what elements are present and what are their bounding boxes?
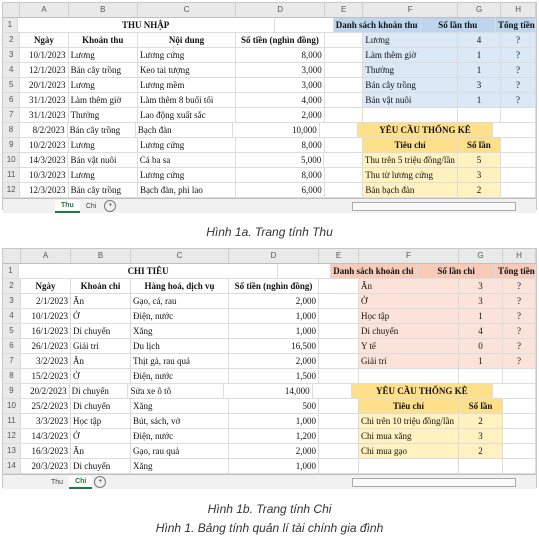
category-cell[interactable]: Ăn [71,354,131,368]
category-cell[interactable]: Học tập [71,414,131,428]
sheet-row [3,264,536,279]
summary-label[interactable]: Y tế [359,339,459,353]
category-cell[interactable]: Di chuyển [71,459,131,473]
column-heading[interactable]: Nội dung [138,33,236,47]
category-cell[interactable]: Giải trí [71,339,131,353]
sheet-row [3,18,536,33]
summary-heading[interactable]: Số lần thu [421,18,496,32]
description-cell[interactable]: Bút, sách, vở [131,414,229,428]
description-cell[interactable]: Điện, nước [131,429,229,443]
empty-cell[interactable] [503,399,536,413]
date-cell[interactable]: 8/2/2023 [20,123,68,137]
sheet-row [3,414,536,429]
requirements-title[interactable]: YÊU CẦU THỐNG KÊ [358,123,493,137]
description-cell[interactable]: Cá ba sa [138,153,236,167]
summary-label[interactable]: Di chuyển [359,324,459,338]
summary-heading[interactable]: Số lần chi [417,264,496,278]
summary-count[interactable]: 0 [459,339,503,353]
requirement-criterion[interactable]: Chi trên 10 triệu đồng/lần [359,414,459,428]
summary-total[interactable]: ? [501,78,536,92]
summary-count[interactable]: 1 [458,63,501,77]
category-cell[interactable]: Lương [69,138,138,152]
sheet-row [3,183,536,198]
summary-total[interactable]: ? [503,294,536,308]
tab-chi[interactable]: Chi [69,476,92,489]
row-number[interactable]: 4 [3,309,21,323]
date-cell[interactable]: 12/1/2023 [20,63,68,77]
empty-cell[interactable] [503,459,536,473]
empty-cell[interactable] [501,108,536,122]
col-header-a[interactable]: A [20,3,68,17]
empty-cell[interactable] [319,444,359,458]
sheet-row [3,78,536,93]
row-number[interactable]: 10 [3,153,20,167]
description-cell[interactable]: Điện, nước [131,369,229,383]
description-cell[interactable]: Bạch đàn, phi lao [138,183,236,197]
sheet-row [3,324,536,339]
date-cell[interactable]: 3/3/2023 [21,414,71,428]
description-cell[interactable]: Xăng [131,459,229,473]
sheet-row [3,63,536,78]
empty-cell[interactable] [319,339,359,353]
category-cell[interactable]: Lương [69,168,138,182]
tab-thu[interactable]: Thu [51,478,64,486]
sheet-row [3,279,536,294]
amount-cell[interactable]: 1,000 [229,324,319,338]
requirement-criterion[interactable]: Thu từ lương cứng [363,168,457,182]
sheet-row [3,444,536,459]
date-cell[interactable]: 10/2/2023 [20,138,68,152]
summary-total[interactable]: ? [501,48,536,62]
summary-total[interactable]: ? [503,339,536,353]
description-cell[interactable]: Keo tai tượng [138,63,236,77]
empty-cell[interactable] [459,369,503,383]
summary-label[interactable]: Học tập [359,309,459,323]
col-header-d[interactable]: D [236,3,325,17]
date-cell[interactable]: 16/3/2023 [21,444,71,458]
column-heading[interactable]: Khoản chi [71,279,131,293]
sheet-row [3,399,536,414]
empty-cell[interactable] [503,414,536,428]
column-header-row [3,3,536,18]
row-number[interactable]: 13 [3,444,21,458]
summary-heading[interactable]: Danh sách khoản thu [334,18,421,32]
tab-thu[interactable]: Thu [55,200,80,213]
summary-heading[interactable]: Danh sách khoản chi [331,264,417,278]
empty-cell[interactable] [325,33,364,47]
col-header-e[interactable]: E [319,249,359,263]
caption-sheet-chi: Hình 1b. Trang tính Chi [207,502,332,516]
row-number[interactable]: 2 [3,279,21,293]
col-header-b[interactable]: B [69,3,138,17]
category-cell[interactable]: Ăn [71,444,131,458]
requirements-heading[interactable]: Tiêu chí [363,138,457,152]
category-cell[interactable]: Bán cây trồng [69,183,138,197]
category-cell[interactable]: Di chuyển [70,384,129,398]
category-cell[interactable]: Di chuyển [71,399,131,413]
description-cell[interactable]: Sửa xe ô tô [128,384,224,398]
empty-cell[interactable] [319,279,359,293]
row-number[interactable]: 9 [3,138,20,152]
category-cell[interactable]: Ở [71,429,131,443]
description-cell[interactable]: Làm thêm 8 buổi tối [138,93,236,107]
amount-cell[interactable]: 1,000 [229,414,319,428]
category-cell[interactable]: Bán vật nuôi [68,153,137,167]
col-header-c[interactable]: C [138,3,236,17]
summary-total[interactable]: ? [501,93,536,107]
sheet-row [3,48,536,63]
row-number[interactable]: 8 [3,123,20,137]
summary-count[interactable]: 4 [458,33,501,47]
amount-cell[interactable]: 2,000 [236,108,325,122]
summary-label[interactable]: Lương [363,33,457,47]
col-header-f[interactable]: F [359,249,459,263]
sheet-row [3,369,536,384]
empty-cell[interactable] [319,369,359,383]
col-header-a[interactable]: A [21,249,71,263]
sheet-row [3,339,536,354]
requirement-count[interactable]: 3 [458,168,501,182]
description-cell[interactable]: Lương cứng [138,138,236,152]
description-cell[interactable]: Thịt gà, rau quả [131,354,229,368]
summary-count[interactable]: 3 [458,78,501,92]
col-header-h[interactable]: H [503,249,536,263]
amount-cell[interactable]: 8,000 [236,138,325,152]
empty-cell[interactable] [275,18,334,32]
date-cell[interactable]: 3/2/2023 [21,354,71,368]
requirement-count[interactable]: 3 [459,429,503,443]
col-header-d[interactable]: D [229,249,319,263]
empty-cell[interactable] [319,459,359,473]
date-cell[interactable]: 10/1/2023 [20,48,68,62]
empty-cell[interactable] [325,168,364,182]
empty-cell[interactable] [359,459,459,473]
empty-cell[interactable] [359,369,459,383]
sheet-row [3,309,536,324]
sheet-row [3,168,536,183]
amount-cell[interactable]: 4,000 [236,93,325,107]
amount-cell[interactable]: 1,000 [229,309,319,323]
tab-chi[interactable]: Chi [85,202,97,210]
empty-cell[interactable] [278,264,331,278]
date-cell[interactable]: 26/1/2023 [21,339,71,353]
amount-cell[interactable]: 2,000 [229,354,319,368]
column-header-row [3,249,536,264]
col-header-g[interactable]: G [458,3,501,17]
column-heading[interactable]: Ngày [21,279,71,293]
category-cell[interactable]: Lương [69,48,138,62]
empty-cell[interactable] [313,384,352,398]
category-cell[interactable]: Ở [71,369,131,383]
table-title[interactable]: THU NHẬP [18,18,275,32]
amount-cell[interactable]: 2,000 [229,444,319,458]
empty-cell[interactable] [458,108,501,122]
date-cell[interactable]: 12/3/2023 [20,183,68,197]
empty-cell[interactable] [503,444,536,458]
date-cell[interactable]: 15/2/2023 [21,369,71,383]
description-cell[interactable]: Lao động xuất sắc [138,108,236,122]
sheet-row [3,429,536,444]
description-cell[interactable]: Lương cứng [138,168,236,182]
date-cell[interactable]: 31/1/2023 [20,108,68,122]
sheet-row [3,93,536,108]
empty-cell[interactable] [325,48,364,62]
col-header-e[interactable]: E [325,3,364,17]
description-cell[interactable]: Xăng [131,324,229,338]
col-header-g[interactable]: G [459,249,503,263]
sheet-chi [2,248,537,488]
col-header-b[interactable]: B [71,249,131,263]
empty-cell[interactable] [501,183,536,197]
description-cell[interactable]: Gạo, cá, rau [131,294,229,308]
date-cell[interactable]: 20/2/2023 [21,384,70,398]
amount-cell[interactable]: 14,000 [224,384,312,398]
sheet-row [3,294,536,309]
row-number[interactable]: 11 [3,414,21,428]
summary-heading[interactable]: Tổng tiền [498,266,535,276]
row-number[interactable]: 8 [3,369,21,383]
row-number[interactable]: 7 [3,108,20,122]
requirement-count[interactable]: 2 [458,183,501,197]
requirement-criterion[interactable]: Thu trên 5 triệu đồng/lần [363,153,458,167]
requirements-heading[interactable]: Số lần [459,399,503,413]
row-number[interactable]: 1 [3,264,19,278]
empty-cell[interactable] [363,108,457,122]
select-all-corner[interactable] [3,249,21,263]
empty-cell[interactable] [320,123,358,137]
amount-cell[interactable]: 10,000 [233,123,320,137]
category-cell[interactable]: Di chuyển [71,324,131,338]
date-cell[interactable]: 16/1/2023 [21,324,71,338]
description-cell[interactable]: Lương mềm [138,78,236,92]
amount-cell[interactable]: 3,000 [236,78,325,92]
column-heading[interactable]: Hàng hoá, dịch vụ [131,279,229,293]
date-cell[interactable]: 14/3/2023 [21,429,71,443]
row-number[interactable]: 4 [3,63,20,77]
date-cell[interactable]: 31/1/2023 [20,93,68,107]
requirement-criterion[interactable]: Bán bạch đàn [363,183,457,197]
summary-label[interactable]: Thưởng [363,63,457,77]
row-number[interactable]: 10 [3,399,21,413]
figure-caption: Hình 1. Bảng tính quản lí tài chính gia đình [155,521,384,535]
col-header-c[interactable]: C [131,249,229,263]
sheet-tab-bar [3,198,536,213]
description-cell[interactable]: Bạch đàn [136,123,233,137]
row-number[interactable]: 14 [3,459,21,473]
sheet-row [3,153,536,168]
summary-count[interactable]: 4 [459,324,503,338]
empty-cell[interactable] [493,123,536,137]
empty-cell[interactable] [319,294,359,308]
row-number[interactable]: 5 [3,324,21,338]
category-cell[interactable]: Ăn [71,294,131,308]
sheet-row [3,384,536,399]
description-cell[interactable]: Gạo, rau quả [131,444,229,458]
summary-label[interactable]: Ở [359,294,459,308]
summary-total[interactable]: ? [503,324,536,338]
empty-cell[interactable] [319,399,359,413]
row-number[interactable]: 12 [3,429,21,443]
empty-cell[interactable] [501,168,536,182]
amount-cell[interactable]: 8,000 [236,168,325,182]
summary-count[interactable]: 1 [459,309,503,323]
requirements-heading[interactable]: Tiêu chí [359,399,459,413]
category-cell[interactable]: Thưởng [69,108,138,122]
category-cell[interactable]: Bán cây trồng [69,63,138,77]
requirements-heading[interactable]: Số lần [458,138,501,152]
col-header-f[interactable]: F [363,3,457,17]
summary-count[interactable]: 1 [458,93,501,107]
empty-cell[interactable] [325,78,364,92]
select-all-corner[interactable] [3,3,20,17]
empty-cell[interactable] [501,138,536,152]
date-cell[interactable]: 25/2/2023 [21,399,71,413]
row-number[interactable]: 3 [3,48,20,62]
amount-cell[interactable]: 1,500 [229,369,319,383]
category-cell[interactable]: Làm thêm giờ [69,93,138,107]
row-number[interactable]: 9 [3,384,21,398]
sheet-row [3,354,536,369]
empty-cell[interactable] [319,324,359,338]
summary-heading[interactable]: Tổng tiền [498,20,535,30]
date-cell[interactable]: 20/3/2023 [21,459,71,473]
category-cell[interactable]: Bán cây trồng [68,123,136,137]
sheet-row [3,123,536,138]
requirement-count[interactable]: 2 [459,444,503,458]
add-sheet-icon[interactable]: + [94,476,106,488]
sheet-thu [2,2,537,210]
summary-count[interactable]: 3 [459,294,503,308]
row-number[interactable]: 1 [3,18,18,32]
col-header-h[interactable]: H [501,3,536,17]
summary-label[interactable]: Bán vật nuôi [363,93,457,107]
requirement-count[interactable]: 2 [459,414,503,428]
row-number[interactable]: 12 [3,183,20,197]
summary-label[interactable]: Bán cây trồng [363,78,457,92]
summary-total[interactable]: ? [503,309,536,323]
row-number[interactable]: 6 [3,93,20,107]
summary-total[interactable]: ? [503,354,536,368]
summary-count[interactable]: 3 [459,279,503,293]
requirements-title[interactable]: YÊU CẦU THỐNG KÊ [352,384,493,398]
row-number[interactable]: 3 [3,294,21,308]
description-cell[interactable]: Điện, nước [131,309,229,323]
empty-cell[interactable] [319,354,359,368]
summary-total[interactable]: ? [501,63,536,77]
empty-cell[interactable] [459,459,503,473]
date-cell[interactable]: 14/3/2023 [20,153,68,167]
amount-cell[interactable]: 16,500 [229,339,319,353]
date-cell[interactable]: 10/3/2023 [20,168,68,182]
summary-label[interactable]: Giải trí [359,354,459,368]
empty-cell[interactable] [319,414,359,428]
sheet-row [3,33,536,48]
sheet-tab-bar [3,474,536,489]
requirement-criterion[interactable]: Chi mua xăng [359,429,459,443]
sheet-row [3,459,536,474]
row-number[interactable]: 6 [3,339,21,353]
summary-label[interactable]: Ăn [359,279,459,293]
sheet-row [3,138,536,153]
description-cell[interactable]: Du lịch [131,339,229,353]
summary-total[interactable]: ? [501,33,536,47]
date-cell[interactable]: 20/1/2023 [20,78,68,92]
empty-cell[interactable] [503,429,536,443]
amount-cell[interactable]: 2,000 [229,294,319,308]
amount-cell[interactable]: 500 [229,399,319,413]
category-cell[interactable]: Ở [71,309,131,323]
empty-cell[interactable] [503,369,536,383]
add-sheet-icon[interactable]: + [104,200,116,212]
row-number[interactable]: 11 [3,168,20,182]
description-cell[interactable]: Xăng [131,399,229,413]
empty-cell[interactable] [325,138,364,152]
amount-cell[interactable]: 3,000 [236,63,325,77]
empty-cell[interactable] [325,183,364,197]
empty-cell[interactable] [501,153,536,167]
amount-cell[interactable]: 1,000 [229,459,319,473]
table-title[interactable]: CHI TIÊU [19,264,279,278]
amount-cell[interactable]: 6,000 [236,183,325,197]
requirement-count[interactable]: 5 [458,153,501,167]
empty-cell[interactable] [325,93,364,107]
empty-cell[interactable] [324,153,363,167]
empty-cell[interactable] [325,108,364,122]
description-cell[interactable]: Lương cứng [138,48,236,62]
row-number[interactable]: 7 [3,354,21,368]
amount-cell[interactable]: 8,000 [236,48,325,62]
requirement-criterion[interactable]: Chi mua gạo [359,444,459,458]
column-heading[interactable]: Khoản thu [69,33,138,47]
summary-total[interactable]: ? [503,279,536,293]
empty-cell[interactable] [493,384,536,398]
empty-cell[interactable] [319,429,359,443]
date-cell[interactable]: 10/1/2023 [21,309,71,323]
summary-count[interactable]: 1 [459,354,503,368]
summary-count[interactable]: 1 [458,48,501,62]
category-cell[interactable]: Lương [69,78,138,92]
date-cell[interactable]: 2/1/2023 [21,294,71,308]
row-number[interactable]: 5 [3,78,20,92]
caption-sheet-thu: Hình 1a. Trang tính Thu [206,225,333,239]
amount-cell[interactable]: 1,200 [229,429,319,443]
column-heading[interactable]: Số tiền (nghìn đồng) [236,33,325,47]
empty-cell[interactable] [325,63,364,77]
row-number[interactable]: 2 [3,33,20,47]
amount-cell[interactable]: 5,000 [236,153,324,167]
horizontal-scrollbar[interactable] [352,202,516,211]
summary-label[interactable]: Làm thêm giờ [363,48,457,62]
sheet-row [3,108,536,123]
empty-cell[interactable] [319,309,359,323]
horizontal-scrollbar[interactable] [352,478,516,487]
column-heading[interactable]: Số tiền (nghìn đồng) [229,279,319,293]
column-heading[interactable]: Ngày [20,33,68,47]
